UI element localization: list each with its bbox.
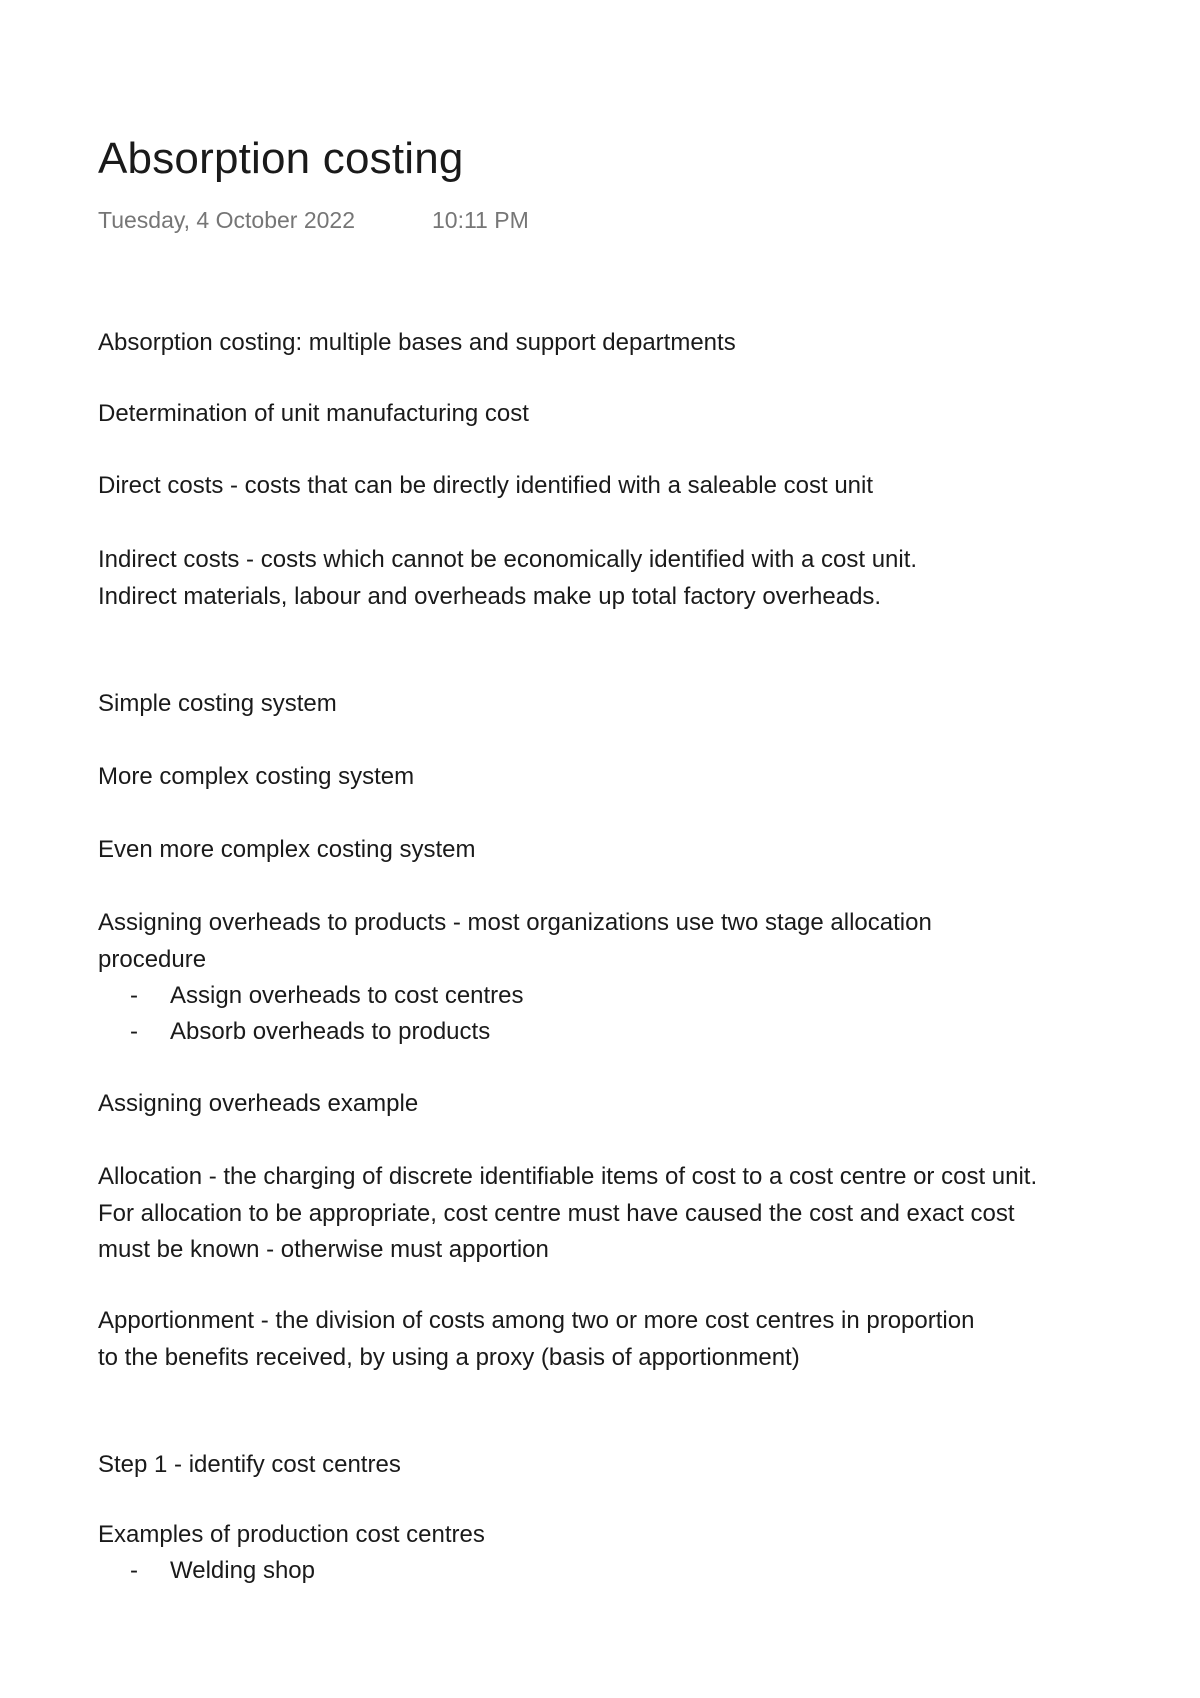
paragraph-assigning-overheads: Assigning overheads to products - most organizations use two stage allocation procedure <box>98 909 932 973</box>
paragraph-simple-costing: Simple costing system <box>98 690 337 717</box>
paragraph-even-more-complex: Even more complex costing system <box>98 836 476 863</box>
paragraph-complex-costing: More complex costing system <box>98 763 415 790</box>
bullet-dash: - <box>130 1557 138 1584</box>
paragraph-production-cost-centres: Examples of production cost centres <box>98 1521 485 1548</box>
page-title: Absorption costing <box>98 134 464 183</box>
bullet-dash: - <box>130 982 138 1009</box>
list-item-text: Absorb overheads to products <box>170 1018 491 1045</box>
paragraph-assigning-example: Assigning overheads example <box>98 1090 419 1117</box>
paragraph-step-1: Step 1 - identify cost centres <box>98 1451 401 1478</box>
paragraph-indirect-costs: Indirect costs - costs which cannot be economically identified with a cost unit. Indirect materials, labour and overheads make up total factory overheads. <box>98 546 918 610</box>
list-item-text: Assign overheads to cost centres <box>170 982 524 1009</box>
paragraph-direct-costs: Direct costs - costs that can be directly identified with a saleable cost unit <box>98 472 874 499</box>
paragraph-allocation: Allocation - the charging of discrete identifiable items of cost to a cost centre or cost unit. For allocation to be appropriate, cost centre must have caused the cost and exact cost must be known - otherwise must apportion <box>98 1163 1038 1263</box>
paragraph-apportionment: Apportionment - the division of costs among two or more cost centres in proportion to the benefits received, by using a proxy (basis of apportionment) <box>98 1307 975 1371</box>
note-date: Tuesday, 4 October 2022 <box>98 207 355 233</box>
note-time: 10:11 PM <box>432 207 529 233</box>
bullet-dash: - <box>130 1018 138 1045</box>
paragraph-unit-cost: Determination of unit manufacturing cost <box>98 400 529 427</box>
paragraph-absorption-heading: Absorption costing: multiple bases and support departments <box>98 329 736 356</box>
list-item-text: Welding shop <box>170 1557 315 1584</box>
